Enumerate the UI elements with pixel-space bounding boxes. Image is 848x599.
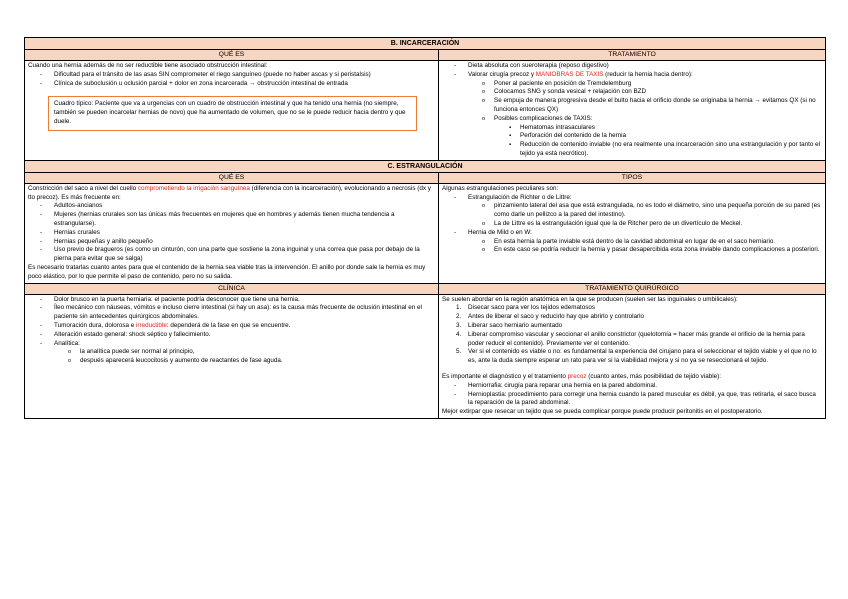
summary-table bbox=[24, 37, 826, 419]
tratamiento-sublist bbox=[468, 80, 822, 159]
estrangulacion-note: Es necesario tratarlas cuanto antes para que el contenido de la hernia sea viable tras la intervención. El anillo por donde sale la hernia es muy poco elástico, por lo que permite el paso de contenido, pero no su salida. bbox=[28, 263, 426, 280]
header-que-es: QUÉ ES bbox=[25, 50, 439, 60]
step-number: 1. bbox=[456, 304, 462, 312]
list-item: - Íleo mecánico con náuseas, vómitos e incluso cierre intestinal (si hay un asa): es la causa más frecuente de oclusión intestinal en el paciente sin antecedentes quirúrgicos abdominales. bbox=[28, 304, 435, 322]
list-item: o la analítica puede ser normal al principio, bbox=[54, 348, 435, 357]
clinica-content-row bbox=[25, 295, 825, 418]
clinica-cell bbox=[25, 295, 439, 418]
list-item: o Colocamos SNG y sonda vesical + relajación con BZD bbox=[468, 88, 822, 97]
text-span: Ver si el contenido es viable o no: es fundamental la experiencia del cirujano para el seleccionar el tejido viable y el que no lo es, ante la duda siempre esperar un rato para ver si la viabilidad mejora y si no ya se reseccionará el tejido. bbox=[468, 348, 817, 365]
text-span: Disecar saco para ver los tejidos edematosos bbox=[468, 304, 596, 312]
list-item: - Herniorrafia: cirugía para reparar una hernia en la pared abdominal. bbox=[442, 382, 822, 391]
header-tratamiento-quirurgico: TRATAMIENTO QUIRÚRGICO bbox=[439, 284, 825, 294]
analitica-sublist bbox=[54, 348, 435, 366]
incarceracion-que-es-list bbox=[28, 71, 435, 89]
header-tratamiento: TRATAMIENTO bbox=[439, 50, 825, 60]
quirurgico-intro: Se suelen abordar en la región anatómica en la que se producen (suelen ser las inguinales o umbilicales): bbox=[442, 295, 738, 303]
list-item: ▪ Reducción de contenido inviable (no era realmente una incarceración sino una estrangulación y por tanto el tejido ya está necrótico). bbox=[494, 141, 822, 159]
list-item bbox=[468, 115, 822, 159]
text-span: Antes de liberar el saco y reducirlo hay que abrirlo y controlarlo bbox=[468, 313, 645, 321]
incarceracion-content-row bbox=[25, 61, 825, 161]
section-title-incarceracion: B. INCARCERACIÓN bbox=[25, 38, 825, 50]
maydl-sublist bbox=[468, 238, 822, 256]
list-item bbox=[442, 331, 822, 349]
list-item: - Hernias pequeñas y anillo pequeño bbox=[28, 238, 435, 247]
text-span: Hernia de Mild o en W: bbox=[468, 228, 532, 236]
list-item: - Uso previo de bragueros (es como un cinturón, con una parte que sostiene la zona inguinal y una correa que pasa por debajo de la pierna para evitar que se salga) bbox=[28, 246, 435, 264]
list-item bbox=[442, 348, 822, 366]
header-que-es: QUÉ ES bbox=[25, 173, 439, 183]
list-item: - Mujeres (hernias crurales son las únicas más frecuentes en mujeres que en hombres y además tienen mucha tendencia a estrangularse). bbox=[28, 211, 435, 229]
final-note: Mejor extirpar que resecar un tejido que se pueda complicar porque puede producir peritonitis en el postoperatorio. bbox=[442, 408, 763, 416]
estrangulacion-definition bbox=[28, 185, 435, 203]
tratamiento-list bbox=[442, 62, 822, 159]
text-span: Constricción del saco a nivel del cuello bbox=[28, 184, 138, 192]
text-span: Tumoración dura, dolorosa e bbox=[54, 321, 137, 329]
tipos-intro: Algunas estrangulaciones peculiares son: bbox=[442, 184, 559, 192]
list-item: ▪ Hematomas intrasaculares bbox=[494, 124, 822, 133]
incarceracion-header-row bbox=[25, 50, 825, 61]
text-span: Posibles complicaciones de TAXIS: bbox=[494, 114, 593, 122]
text-span: Es importante el diagnóstico y el tratamiento bbox=[442, 372, 568, 380]
text-span: Analítica: bbox=[54, 339, 80, 347]
importante-line bbox=[442, 373, 822, 382]
list-item: o Se empuja de manera progresiva desde el bulto hacia el orificio donde se originaba la hernia → evitamos QX (si no funciona entonces QX) bbox=[468, 97, 822, 115]
text-span: Liberar compromiso vascular y seccionar el anillo constrictor (quelotomía = hacer más grande el orificio de la hernia para poder reducir el contenido). Previamente ver el contenido. bbox=[468, 330, 805, 347]
incarceracion-intro: Cuando una hernia además de no ser reductible tiene asociado obstrucción intestinal: bbox=[28, 62, 268, 69]
richter-sublist bbox=[468, 202, 822, 228]
text-span: (cuanto antes, más posibilidad de tejido viable): bbox=[586, 372, 721, 380]
list-item bbox=[28, 322, 435, 331]
estrangulacion-que-es-cell bbox=[25, 184, 439, 283]
list-item: - Clínica de suboclusión u oclusión parcial + dolor en zona incarcerada → obstrucción intestinal de entrada bbox=[28, 80, 435, 89]
list-item bbox=[442, 322, 822, 331]
estrangulacion-header-row bbox=[25, 173, 825, 184]
quirurgico-steps bbox=[442, 304, 822, 366]
list-item bbox=[442, 194, 822, 229]
list-item: o pinzamiento lateral del asa que está estrangulada, no es todo el diámetro, sino una pequeña porción de su pared (es como darle un pellizco a la pared del intestino). bbox=[468, 202, 822, 220]
text-span: (reducir la hernia hacia dentro): bbox=[603, 70, 693, 78]
list-item: - Hernias crurales bbox=[28, 229, 435, 238]
tecnicas-list bbox=[442, 382, 822, 408]
text-span: Liberar saco herniario aumentado bbox=[468, 321, 563, 329]
step-number: 4. bbox=[456, 330, 462, 338]
header-clinica: CLÍNICA bbox=[25, 284, 439, 294]
highlight-maniobras-taxis: MANIOBRAS DE TAXIS bbox=[535, 70, 604, 78]
list-item bbox=[28, 340, 435, 366]
text-span: (diferencia con la incarceración), evolucionando a necrosis (dx y tto precoz). Es más frecuente en: bbox=[28, 184, 431, 201]
list-item: o La de Littre es la estrangulación igual que la de Ritcher pero de un divertículo de Meckel. bbox=[468, 220, 822, 229]
list-item bbox=[442, 304, 822, 313]
step-number: 2. bbox=[456, 313, 462, 321]
incarceracion-tratamiento-cell bbox=[439, 61, 825, 160]
tratamiento-quirurgico-cell bbox=[439, 295, 825, 418]
estrangulacion-tipos-cell bbox=[439, 184, 825, 283]
tipos-list bbox=[442, 194, 822, 256]
clinica-list bbox=[28, 296, 435, 366]
list-item: - Alteración estado general: shock séptico y fallecimiento. bbox=[28, 331, 435, 340]
list-item bbox=[442, 313, 822, 322]
list-item: - Adultos-ancianos bbox=[28, 202, 435, 211]
highlight-irrigacion: comprometiendo la irrigación sanguínea bbox=[137, 184, 250, 192]
cuadro-tipico-box: Cuadro típico: Paciente que va a urgencias con un cuadro de obstrucción intestinal y que ha tenido una hernia (no siempre, también se pueden incarcelar hernias de novo) que ha aumentado de volumen, que no se le puede reducir hacia dentro y que duele. bbox=[48, 96, 417, 130]
step-number: 5. bbox=[456, 348, 462, 356]
header-tipos: TIPOS bbox=[439, 173, 825, 183]
text-span: : dependerá de la fase en que se encuentre. bbox=[166, 321, 291, 329]
list-item: - Hernioplastia: procedimiento para corregir una hernia cuando la pared muscular es débil, ya que, tras retirarla, el saco busca la reparación de la pared abdominal. bbox=[442, 391, 822, 409]
section-title-estrangulacion: C. ESTRANGULACIÓN bbox=[25, 161, 825, 173]
highlight-irreductible: irreductible bbox=[136, 321, 167, 329]
list-item: - Dieta absoluta con sueroterapia (reposo digestivo) bbox=[442, 62, 822, 71]
list-item: o después aparecerá leucocitosis y aumento de reactantes de fase aguda. bbox=[54, 357, 435, 366]
list-item: o Poner al paciente en posición de Tremdelemburg bbox=[468, 80, 822, 89]
estrangulacion-content-row bbox=[25, 184, 825, 284]
list-item: o En este caso se podría reducir la hernia y pasar desapercibida esta zona inviable dando complicaciones a posteriori. bbox=[468, 246, 822, 255]
text-span: Valorar cirugía precoz y bbox=[468, 70, 536, 78]
text-span: Estrangulación de Richter o de Littre: bbox=[468, 193, 572, 201]
list-item: - Dificultad para el tránsito de las asas SIN comprometer el riego sanguíneo (puede no haber ascas y si peristalsis) bbox=[28, 71, 435, 80]
list-item: ▪ Perforación del contenido de la hernia bbox=[494, 132, 822, 141]
list-item bbox=[442, 71, 822, 159]
list-item: - Dolor brusco en la puerta herniaria: el paciente podría desconocer que tiene una hernia. bbox=[28, 296, 435, 305]
complicaciones-list bbox=[494, 124, 822, 159]
list-item: o En esta hernia la parte inviable está dentro de la cavidad abdominal en lugar de en el saco herniario. bbox=[468, 238, 822, 247]
frecuente-list bbox=[28, 202, 435, 264]
spacer bbox=[442, 366, 822, 373]
incarceracion-que-es-cell bbox=[25, 61, 439, 160]
clinica-header-row bbox=[25, 284, 825, 295]
list-item bbox=[442, 229, 822, 255]
highlight-precoz: precoz bbox=[567, 372, 587, 380]
step-number: 3. bbox=[456, 321, 462, 329]
